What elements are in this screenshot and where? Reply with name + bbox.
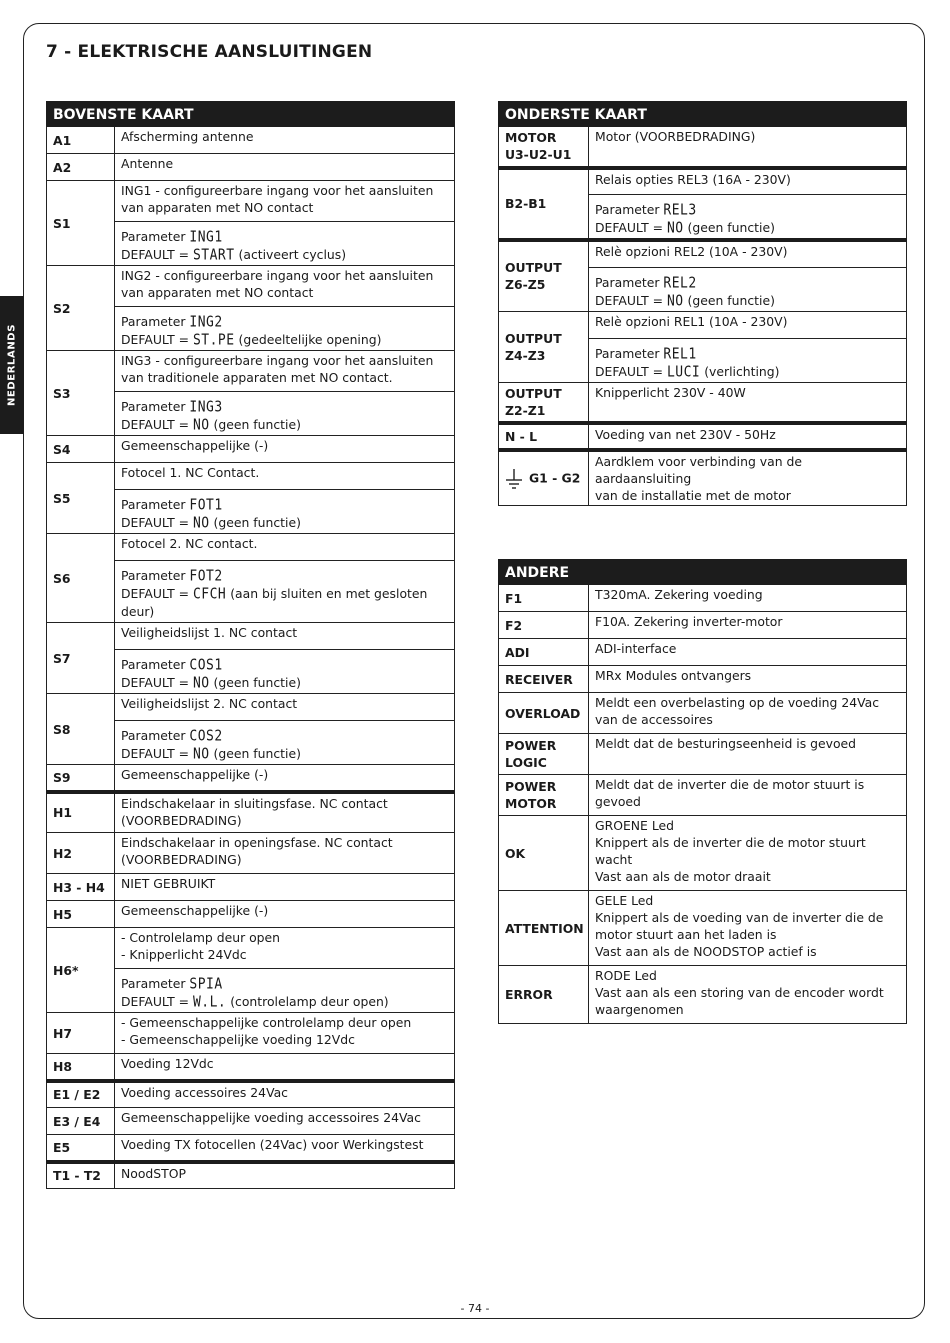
table-row (47, 266, 455, 307)
item-desc: MRx Modules ontvangers (589, 666, 907, 693)
item-desc: Meldt dat de besturingseenheid is gevoed (589, 734, 907, 775)
desc-line: Eindschakelaar in openingsfase. NC contact (121, 835, 393, 850)
default-desc: (geen functie) (683, 220, 775, 235)
item-key: ADI (499, 639, 589, 666)
default-code: ST.PE (192, 331, 235, 350)
item-desc: F10A. Zekering inverter-motor (589, 612, 907, 639)
key-line: MOTOR (505, 796, 557, 811)
parameter-label: Parameter (121, 229, 190, 244)
key-line: OUTPUT (505, 260, 562, 276)
language-side-tab (0, 296, 24, 434)
table-row (499, 816, 907, 891)
terminal-key: S3 (47, 351, 115, 436)
parameter-label: Parameter (121, 657, 190, 672)
default-desc: (gedeeltelijke opening) (234, 332, 382, 347)
terminal-desc (115, 792, 455, 833)
table-row (47, 765, 455, 792)
terminal-desc (115, 833, 455, 874)
key-line: OUTPUT (505, 330, 562, 346)
terminal-key: H2 (47, 833, 115, 874)
table-row (499, 311, 907, 338)
key-text: G1 - G2 (529, 470, 581, 485)
item-key: OK (499, 816, 589, 891)
parameter-label: Parameter (121, 568, 190, 583)
key-line: Z6-Z5 (505, 277, 546, 293)
terminal-key: E1 / E2 (47, 1081, 115, 1108)
parameter-label: Parameter (121, 728, 190, 743)
default-desc: (verlichting) (700, 363, 780, 379)
terminal-key (499, 240, 589, 311)
default-desc: deur) (121, 604, 155, 619)
side-tab-label: NEDERLANDS (6, 323, 18, 407)
terminal-key: S9 (47, 765, 115, 792)
desc-line: - Gemeenschappelijke voeding 12Vdc (121, 1032, 355, 1047)
terminal-desc (115, 928, 455, 969)
desc-line: Eindschakelaar in sluitingsfase. NC contact (121, 795, 388, 811)
default-desc: (geen functie) (683, 292, 775, 308)
table-row (47, 1135, 455, 1162)
terminal-key: T1 - T2 (47, 1162, 115, 1189)
default-label: DEFAULT = (595, 292, 667, 308)
default-code: NO (192, 745, 210, 764)
table-row (499, 612, 907, 639)
table-row (47, 833, 455, 874)
desc-line: van apparaten met NO contact (121, 285, 314, 300)
desc-line: van apparaten met NO contact (121, 200, 314, 215)
table-row (47, 792, 455, 833)
terminal-key (499, 382, 589, 423)
default-code: W.L. (192, 993, 227, 1012)
terminal-desc: Gemeenschappelijke (-) (115, 765, 455, 792)
desc-line: ING3 - configureerbare ingang voor het aansluiten (121, 353, 434, 368)
terminal-key: S1 (47, 181, 115, 266)
key-line: MOTOR (505, 130, 557, 146)
terminal-desc (115, 1013, 455, 1054)
terminal-desc: Veiligheidslijst 2. NC contact (115, 694, 455, 721)
terminal-desc (115, 266, 455, 307)
default-desc: (controlelamp deur open) (226, 994, 389, 1009)
parameter-cell (115, 307, 455, 351)
item-key: RECEIVER (499, 666, 589, 693)
table-row (499, 382, 907, 423)
desc-line: gevoed (595, 794, 641, 809)
desc-line: waargenomen (595, 1002, 684, 1017)
table-row (47, 623, 455, 650)
parameter-cell (115, 721, 455, 765)
key-line: LOGIC (505, 755, 547, 770)
default-label: DEFAULT = (121, 332, 193, 347)
default-desc: (geen functie) (209, 746, 301, 761)
desc-line: Meldt een overbelasting op de voeding 24Vac (595, 695, 880, 710)
desc-line: ING2 - configureerbare ingang voor het aansluiten (121, 268, 434, 283)
terminal-desc: Antenne (115, 154, 455, 181)
item-desc (589, 693, 907, 734)
terminal-desc (589, 450, 907, 506)
desc-line: van traditionele apparaten met NO contact. (121, 370, 393, 385)
key-line: OUTPUT (505, 385, 562, 401)
parameter-label: Parameter (121, 976, 190, 991)
item-key (499, 734, 589, 775)
table-row (47, 1108, 455, 1135)
top-board-header: BOVENSTE KAART (47, 102, 455, 127)
default-label: DEFAULT = (121, 675, 193, 690)
desc-line: Knippert als de inverter die de motor stuurt (595, 835, 866, 850)
terminal-key: H3 - H4 (47, 874, 115, 901)
table-row (47, 436, 455, 463)
table-row (499, 734, 907, 775)
terminal-key: H1 (47, 792, 115, 833)
default-desc: (geen functie) (209, 417, 301, 432)
table-row (499, 891, 907, 966)
parameter-code: FOT1 (189, 496, 223, 515)
parameter-label: Parameter (595, 274, 664, 290)
other-header: ANDERE (499, 560, 907, 585)
terminal-key: B2-B1 (499, 168, 589, 241)
desc-line: GELE Led (595, 893, 654, 908)
terminal-desc: Motor (VOORBEDRADING) (589, 127, 907, 168)
top-board-table (46, 101, 455, 1189)
table-row (47, 1081, 455, 1108)
parameter-label: Parameter (595, 345, 664, 361)
table-row (47, 154, 455, 181)
terminal-key: H8 (47, 1054, 115, 1081)
terminal-key: N - L (499, 423, 589, 450)
key-line: U3-U2-U1 (505, 147, 572, 163)
terminal-desc: Voeding accessoires 24Vac (115, 1081, 455, 1108)
default-label: DEFAULT = (595, 363, 667, 379)
desc-line: (VOORBEDRADING) (121, 812, 242, 828)
parameter-cell (115, 392, 455, 436)
terminal-desc: Relè opzioni REL2 (10A - 230V) (589, 240, 907, 267)
terminal-key: E3 / E4 (47, 1108, 115, 1135)
default-code: NO (666, 219, 684, 238)
parameter-label: Parameter (121, 314, 190, 329)
terminal-desc: Veiligheidslijst 1. NC contact (115, 623, 455, 650)
terminal-desc: Afscherming antenne (115, 127, 455, 154)
other-table (498, 559, 907, 1024)
parameter-cell (115, 222, 455, 266)
table-row (499, 966, 907, 1024)
parameter-code: ING1 (189, 228, 223, 247)
key-line: POWER (505, 738, 557, 753)
terminal-key: S5 (47, 463, 115, 534)
terminal-key: S2 (47, 266, 115, 351)
key-line: Z2-Z1 (505, 402, 546, 418)
default-desc: (activeert cyclus) (234, 247, 347, 262)
item-desc (589, 891, 907, 966)
key-line: POWER (505, 779, 557, 794)
bottom-board-header: ONDERSTE KAART (499, 102, 907, 127)
default-label: DEFAULT = (121, 515, 193, 530)
table-row (47, 901, 455, 928)
default-label: DEFAULT = (595, 220, 667, 235)
parameter-code: COS2 (189, 727, 223, 746)
parameter-code: REL2 (663, 274, 697, 292)
parameter-code: ING3 (189, 398, 223, 417)
default-desc: (aan bij sluiten en met gesloten (226, 586, 428, 601)
parameter-cell (115, 490, 455, 534)
default-code: NO (192, 674, 210, 693)
terminal-desc: NoodSTOP (115, 1162, 455, 1189)
page-title: 7 - ELEKTRISCHE AANSLUITINGEN (46, 42, 373, 62)
terminal-desc (115, 181, 455, 222)
desc-line: - Knipperlicht 24Vdc (121, 947, 247, 962)
table-row (47, 874, 455, 901)
terminal-desc: NIET GEBRUIKT (115, 874, 455, 901)
terminal-key (499, 127, 589, 168)
ground-icon (505, 468, 523, 490)
terminal-key (499, 311, 589, 382)
terminal-desc: Fotocel 2. NC contact. (115, 534, 455, 561)
parameter-code: REL1 (663, 345, 697, 363)
desc-line: Knippert als de voeding van de inverter die de (595, 910, 884, 925)
terminal-desc (115, 351, 455, 392)
terminal-desc: Relè opzioni REL1 (10A - 230V) (589, 311, 907, 338)
desc-line: - Gemeenschappelijke controlelamp deur open (121, 1015, 412, 1030)
default-label: DEFAULT = (121, 746, 193, 761)
terminal-key: A2 (47, 154, 115, 181)
terminal-desc: Gemeenschappelijke voeding accessoires 24Vac (115, 1108, 455, 1135)
table-row (47, 928, 455, 969)
terminal-desc: Gemeenschappelijke (-) (115, 436, 455, 463)
default-label: DEFAULT = (121, 417, 193, 432)
table-row (47, 1054, 455, 1081)
parameter-cell (589, 338, 907, 382)
default-code: START (192, 246, 235, 265)
item-key: ERROR (499, 966, 589, 1024)
table-row (499, 450, 907, 506)
key-line: Z4-Z3 (505, 347, 546, 363)
default-label: DEFAULT = (121, 994, 193, 1009)
table-row (499, 240, 907, 267)
desc-line: Aardklem voor verbinding van de aardaansluiting (595, 454, 802, 486)
parameter-code: SPIA (189, 975, 223, 994)
terminal-desc: Fotocel 1. NC Contact. (115, 463, 455, 490)
desc-line: RODE Led (595, 968, 657, 983)
terminal-key: E5 (47, 1135, 115, 1162)
item-key: OVERLOAD (499, 693, 589, 734)
terminal-desc: Relais opties REL3 (16A - 230V) (589, 168, 907, 195)
parameter-label: Parameter (595, 202, 664, 217)
desc-line: Vast aan als de NOODSTOP actief is (595, 944, 817, 959)
parameter-cell (589, 195, 907, 241)
item-desc (589, 966, 907, 1024)
table-row (499, 127, 907, 168)
terminal-key: H5 (47, 901, 115, 928)
table-row (47, 534, 455, 561)
terminal-key: S6 (47, 534, 115, 623)
default-desc: (geen functie) (209, 675, 301, 690)
terminal-key (499, 450, 589, 506)
default-label: DEFAULT = (121, 586, 193, 601)
item-desc: ADI-interface (589, 639, 907, 666)
terminal-desc: Voeding 12Vdc (115, 1054, 455, 1081)
parameter-code: REL3 (663, 201, 697, 220)
default-code: NO (192, 514, 210, 533)
item-desc: T320mA. Zekering voeding (589, 585, 907, 612)
item-desc (589, 816, 907, 891)
terminal-key: S4 (47, 436, 115, 463)
default-code: NO (666, 292, 684, 310)
desc-line: Meldt dat de inverter die de motor stuurt is (595, 777, 865, 792)
default-code: NO (192, 416, 210, 435)
table-row (47, 1162, 455, 1189)
terminal-desc: Knipperlicht 230V - 40W (589, 382, 907, 423)
table-row (47, 351, 455, 392)
desc-line: ING1 - configureerbare ingang voor het aansluiten (121, 183, 434, 198)
table-row (47, 1013, 455, 1054)
terminal-key: S7 (47, 623, 115, 694)
terminal-key: H6* (47, 928, 115, 1013)
parameter-code: ING2 (189, 313, 223, 332)
desc-line: van de accessoires (595, 712, 713, 727)
item-desc (589, 775, 907, 816)
desc-line: motor stuurt aan het laden is (595, 927, 777, 942)
table-row (499, 666, 907, 693)
table-row (499, 693, 907, 734)
table-row (47, 181, 455, 222)
parameter-cell (115, 650, 455, 694)
bottom-board-table (498, 101, 907, 506)
terminal-desc: Voeding TX fotocellen (24Vac) voor Werkingstest (115, 1135, 455, 1162)
default-code: CFCH (192, 585, 227, 604)
parameter-code: COS1 (189, 656, 223, 675)
terminal-key: A1 (47, 127, 115, 154)
default-desc: (geen functie) (209, 515, 301, 530)
table-row (499, 168, 907, 195)
parameter-cell (115, 561, 455, 623)
terminal-desc: Gemeenschappelijke (-) (115, 901, 455, 928)
desc-line: van de installatie met de motor (595, 488, 791, 503)
desc-line: Vast aan als de motor draait (595, 869, 771, 884)
default-code: LUCI (666, 363, 701, 381)
default-label: DEFAULT = (121, 247, 193, 262)
parameter-cell (589, 267, 907, 311)
terminal-key: H7 (47, 1013, 115, 1054)
item-key: ATTENTION (499, 891, 589, 966)
parameter-code: FOT2 (189, 567, 223, 586)
table-row (499, 423, 907, 450)
desc-line: Vast aan als een storing van de encoder wordt (595, 985, 884, 1000)
table-row (499, 775, 907, 816)
item-key: F1 (499, 585, 589, 612)
desc-line: wacht (595, 852, 633, 867)
parameter-cell (115, 969, 455, 1013)
parameter-label: Parameter (121, 399, 190, 414)
desc-line: (VOORBEDRADING) (121, 852, 242, 867)
table-row (47, 127, 455, 154)
table-row (499, 585, 907, 612)
parameter-label: Parameter (121, 497, 190, 512)
table-row (499, 639, 907, 666)
desc-line: - Controlelamp deur open (121, 930, 281, 945)
desc-line: GROENE Led (595, 818, 675, 833)
terminal-key: S8 (47, 694, 115, 765)
terminal-desc: Voeding van net 230V - 50Hz (589, 423, 907, 450)
table-row (47, 463, 455, 490)
item-key: F2 (499, 612, 589, 639)
table-row (47, 694, 455, 721)
page-number: - 74 - (460, 1302, 490, 1315)
item-key (499, 775, 589, 816)
